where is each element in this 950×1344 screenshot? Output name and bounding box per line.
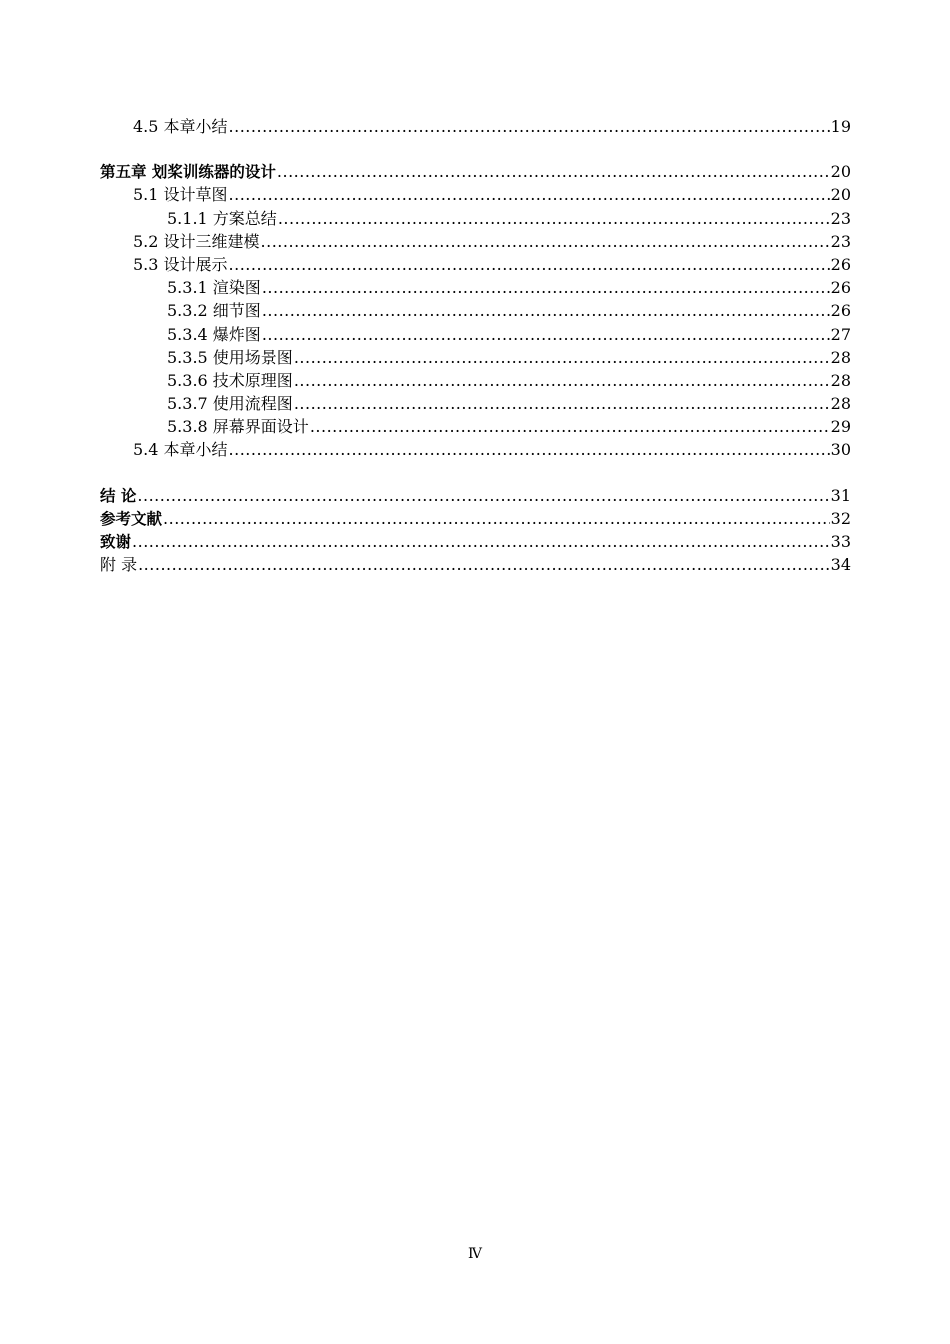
page-number: Ⅳ — [468, 1246, 482, 1262]
toc-entry[interactable] — [100, 253, 851, 276]
toc-entry-page: 20 — [830, 162, 851, 182]
toc-dot-leader — [294, 392, 830, 415]
toc-entry[interactable] — [100, 415, 851, 438]
toc-entry-page: 20 — [830, 185, 851, 205]
toc-dot-leader — [163, 507, 830, 530]
toc-entry-page: 33 — [830, 532, 851, 551]
toc-entry[interactable] — [100, 230, 851, 253]
toc-entry[interactable] — [100, 392, 851, 415]
toc-entry-label: 附 录 — [100, 555, 138, 575]
toc-dot-leader — [229, 438, 830, 461]
toc-entry-page: 28 — [830, 394, 851, 414]
toc-entry-page: 31 — [830, 485, 851, 505]
toc-dot-leader — [229, 115, 830, 138]
toc-dot-leader — [294, 346, 830, 369]
toc-entry-label: 5.1 设计草图 — [133, 185, 228, 205]
toc-dot-leader — [278, 207, 830, 230]
toc-dot-leader — [277, 160, 830, 183]
toc-entry-label: 5.3 设计展示 — [133, 254, 228, 274]
toc-entry-label: 5.3.1 渲染图 — [167, 278, 261, 298]
toc-entry-label: 4.5 本章小结 — [133, 117, 228, 136]
toc-entry[interactable] — [100, 369, 851, 392]
toc-entry-label: 5.1.1 方案总结 — [167, 208, 277, 228]
toc-entry-page: 29 — [830, 417, 851, 437]
toc-entry[interactable] — [100, 507, 851, 530]
toc-entry[interactable] — [100, 484, 851, 507]
toc-entry-label: 致谢 — [100, 533, 132, 551]
table-of-contents — [100, 115, 851, 576]
toc-entry[interactable] — [100, 115, 851, 138]
toc-dot-leader — [262, 276, 830, 299]
toc-dot-leader — [138, 553, 830, 576]
toc-dot-leader — [132, 530, 830, 553]
toc-entry-page: 32 — [830, 508, 851, 528]
toc-dot-leader — [229, 183, 830, 206]
toc-entry[interactable] — [100, 553, 851, 576]
toc-entry-label: 5.3.8 屏幕界面设计 — [167, 417, 309, 437]
toc-entry-label: 5.3.5 使用场景图 — [167, 347, 293, 367]
toc-entry-page: 26 — [830, 301, 851, 321]
toc-entry-label: 5.3.2 细节图 — [167, 301, 261, 321]
toc-entry-page: 26 — [830, 278, 851, 298]
toc-entry[interactable] — [100, 207, 851, 230]
toc-entry-label: 第五章 划桨训练器的设计 — [100, 163, 276, 182]
toc-entry-page: 27 — [830, 324, 851, 344]
toc-entry-page: 26 — [830, 254, 851, 274]
toc-entry-label: 5.2 设计三维建模 — [133, 231, 260, 251]
toc-entry-page: 34 — [830, 555, 851, 575]
toc-entry-label: 参考文献 — [100, 509, 163, 528]
toc-dot-leader — [229, 253, 830, 276]
toc-entry[interactable] — [100, 530, 851, 553]
toc-entry-label: 结 论 — [100, 486, 137, 505]
toc-entry-page: 23 — [830, 231, 851, 251]
toc-entry-page: 28 — [830, 370, 851, 390]
toc-entry-page: 19 — [830, 117, 851, 136]
toc-entry-label: 5.3.6 技术原理图 — [167, 370, 293, 390]
toc-entry[interactable] — [100, 438, 851, 461]
toc-entry-page: 30 — [830, 440, 851, 460]
toc-dot-leader — [261, 230, 830, 253]
toc-entry[interactable] — [100, 346, 851, 369]
toc-entry-page: 23 — [830, 208, 851, 228]
toc-entry-label: 5.3.4 爆炸图 — [167, 324, 261, 344]
toc-entry-label: 5.3.7 使用流程图 — [167, 394, 293, 414]
toc-entry[interactable] — [100, 160, 851, 183]
toc-entry[interactable] — [100, 276, 851, 299]
toc-dot-leader — [262, 299, 830, 322]
toc-entry[interactable] — [100, 183, 851, 206]
toc-entry-page: 28 — [830, 347, 851, 367]
toc-entry-label: 5.4 本章小结 — [133, 440, 228, 460]
toc-entry[interactable] — [100, 299, 851, 322]
toc-dot-leader — [294, 369, 830, 392]
toc-entry[interactable] — [100, 323, 851, 346]
toc-dot-leader — [137, 484, 829, 507]
toc-dot-leader — [310, 415, 830, 438]
toc-dot-leader — [262, 323, 830, 346]
